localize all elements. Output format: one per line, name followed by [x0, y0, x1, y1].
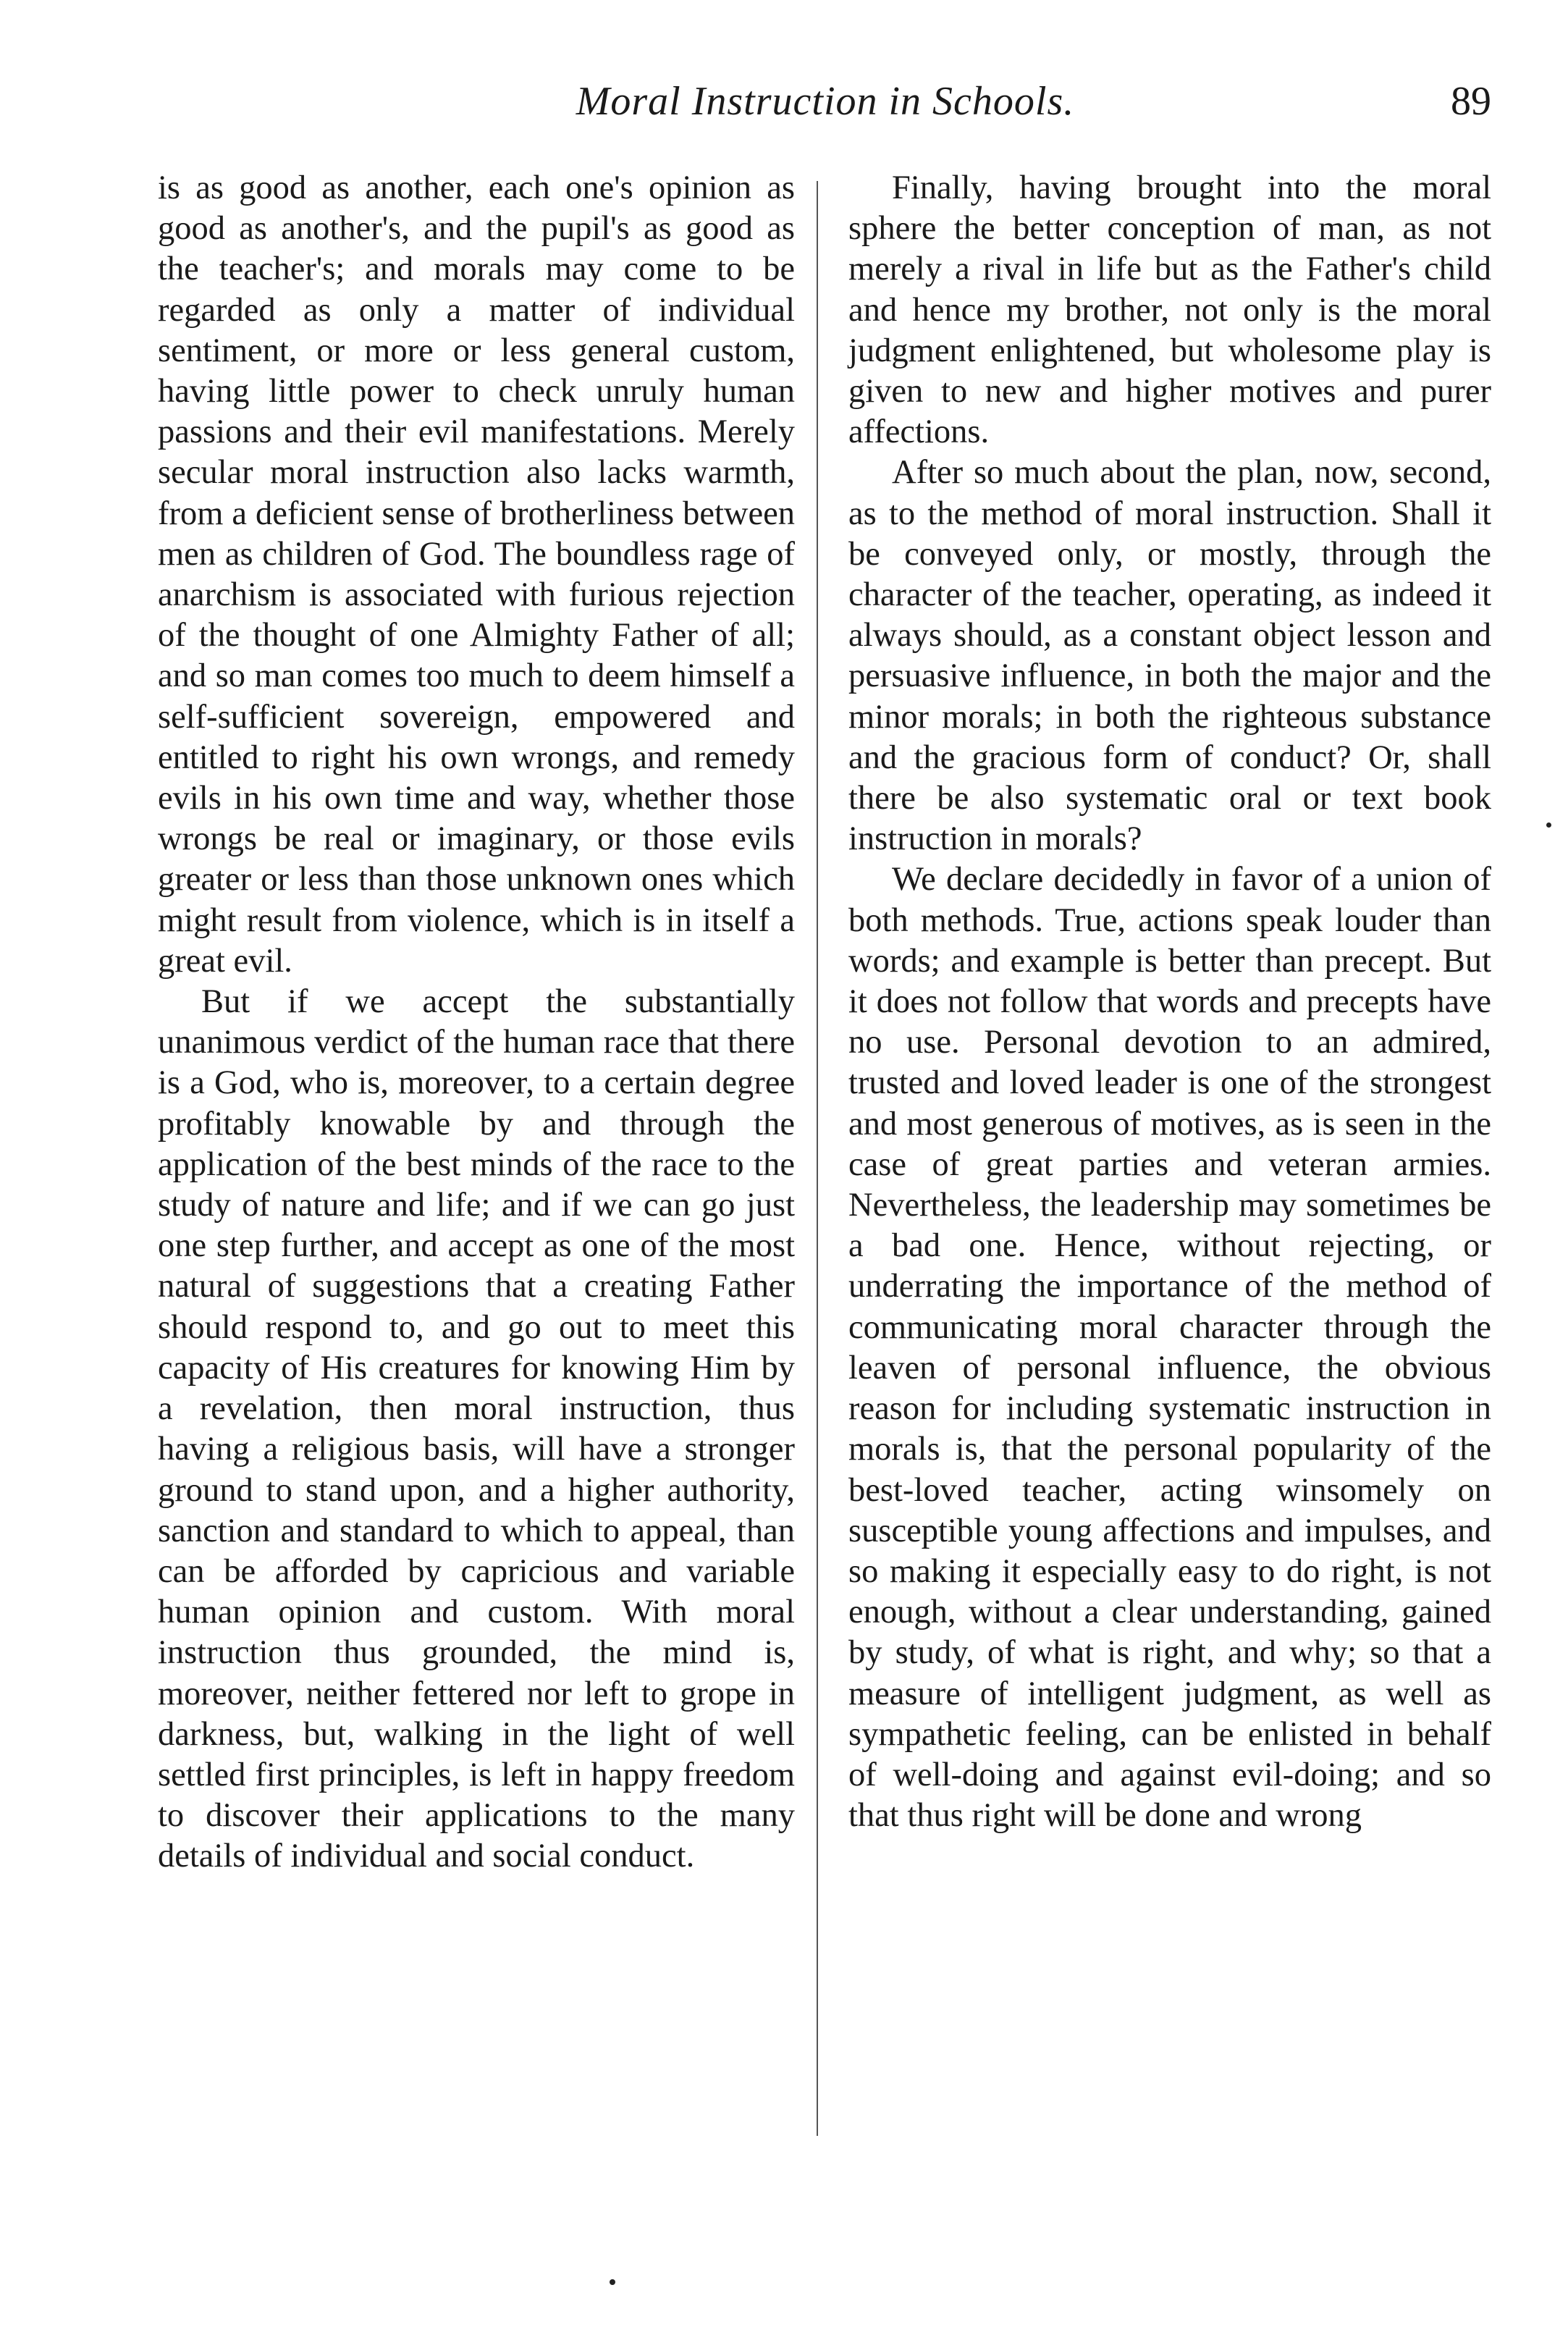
paragraph: is as good as another, each one's opinion as good as another's, and the pupil's as good as the teacher's; and morals may come to be regarded as only a matter of individual sentiment, or more or less general custom, having little power to check unruly human passions and their evil manifestations. Merely secular moral instruction also lacks warmth, from a deficient sense of brotherliness between men as children of God. The boundless rage of anarchism is associated with furious rejection of the thought of one Almighty Father of all; and so man comes too much to deem himself a self-sufficient sovereign, empowered and entitled to right his own wrongs, and remedy evils in his own time and way, whether those wrongs be real or imaginary, or those evils greater or less than those unknown ones which might result from violence, which is in itself a great evil.	[158, 169, 795, 980]
paragraph: Finally, having brought into the moral sphere the better conception of man, as not merely a rival in life but as the Father's child and hence my brother, not only is the moral judgment enlightened, but wholesome play is given to new and higher motives and purer affections.	[848, 169, 1491, 451]
column-divider	[817, 181, 818, 2136]
running-head	[159, 78, 1491, 136]
bottom-ink-mark	[610, 2279, 615, 2285]
left-column	[158, 168, 795, 1877]
right-column	[848, 168, 1491, 1836]
paragraph: After so much about the plan, now, second, as to the method of moral instruction. Shall it be conveyed only, or mostly, through the character of the teacher, operating, as indeed it always should, as a constant object lesson and persuasive influence, in both the major and the minor morals; in both the righteous substance and the gracious form of conduct? Or, shall there be also systematic oral or text book instruction in morals?	[848, 454, 1491, 858]
paragraph: But if we accept the substantially unanimous verdict of the human race that there is a God, who is, moreover, to a certain degree profitably knowable by and through the application of the best minds of the race to the study of nature and life; and if we can go just one step further, and accept as one of the most natural of suggestions that a creating Father should respond to, and go out to meet this capacity of His creatures for knowing Him by a revelation, then moral instruction, thus having a religious basis, will have a stronger ground to stand upon, and a higher authority, sanction and standard to which to appeal, than can be afforded by capricious and variable human opinion and custom. With moral instruction thus grounded, the mind is, moreover, neither fettered nor left to grope in darkness, but, walking in the light of well settled first principles, is left in happy freedom to discover their applications to the many details of individual and social conduct.	[158, 983, 795, 1875]
running-title: Moral Instruction in Schools.	[576, 79, 1075, 124]
paragraph: We declare decidedly in favor of a union of both methods. True, actions speak louder than words; and example is better than precept. But it does not follow that words and precepts have no use. Personal devotion to an admired, trusted and loved leader is one of the strongest and most generous of motives, as is seen in the case of great parties and veteran armies. Nevertheless, the leadership may sometimes be a bad one. Hence, without rejecting, or underrating the importance of the method of communicating moral character through the leaven of personal influence, the obvious reason for including systematic instruction in morals is, that the personal popularity of the best-loved teacher, acting winsomely on susceptible young affections and impulses, and so making it especially easy to do right, is not enough, without a clear understanding, gained by study, of what is right, and why; so that a measure of intelligent judgment, as well as sympathetic feeling, can be enlisted in behalf of well-doing and against evil-doing; and so that thus right will be done and wrong	[848, 861, 1491, 1835]
page-number: 89	[1451, 79, 1491, 124]
margin-ink-dot	[1546, 822, 1551, 828]
